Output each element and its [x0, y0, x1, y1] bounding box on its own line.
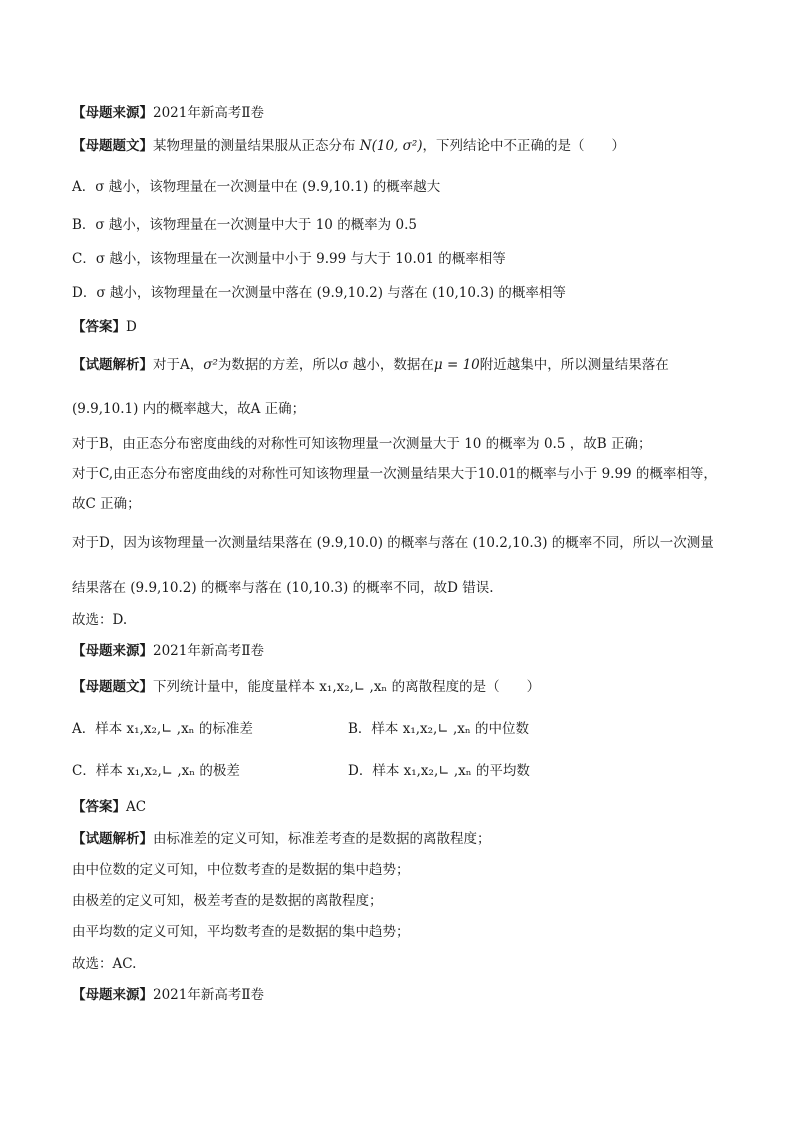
q2-choose: 故选：AC. — [72, 956, 137, 972]
q2-option-d: D．样本 x₁,x₂,∟ ,xₙ 的平均数 — [348, 763, 530, 779]
q1-source — [72, 103, 264, 123]
q1-stem-math: N(10, σ²) — [359, 138, 423, 154]
q2-answer-value: AC — [126, 799, 147, 815]
q2-stem — [72, 677, 540, 697]
q2-analysis-tag: 【试题解析】 — [72, 831, 153, 847]
q1-analysis-line-3: 对于B，由正态分布密度曲线的对称性可知该物理量一次测量大于 10 的概率为 0.5 ，故B 正确； — [72, 436, 652, 452]
q2-analysis-line-4: 由平均数的定义可知，平均数考查的是数据的集中趋势； — [72, 924, 410, 940]
q1-answer-tag: 【答案】 — [72, 319, 126, 335]
q1-stem-text-b: ，下列结论中不正确的是（ ） — [422, 138, 626, 154]
q1-stem-text-a: 某物理量的测量结果服从正态分布 — [153, 138, 356, 154]
q1-analysis-text-b: 为数据的方差，所以σ 越小，数据在 — [217, 357, 434, 373]
q1-stem-tag: 【母题题文】 — [72, 138, 153, 154]
q2-analysis-line-2: 由中位数的定义可知，中位数考查的是数据的集中趋势； — [72, 862, 410, 878]
q3-source-tag: 【母题来源】 — [72, 987, 153, 1003]
q2-source-text: 2021年新高考Ⅱ卷 — [153, 643, 265, 659]
q1-answer-value: D — [126, 319, 137, 335]
q1-analysis-math-variance: σ² — [203, 357, 218, 373]
q2-answer-tag: 【答案】 — [72, 799, 126, 815]
q2-option-c: C．样本 x₁,x₂,∟ ,xₙ 的极差 — [72, 763, 240, 779]
q2-stem-text: 下列统计量中，能度量样本 x₁,x₂,∟ ,xₙ 的离散程度的是（ ） — [153, 679, 541, 695]
q2-option-a: A．样本 x₁,x₂,∟ ,xₙ 的标准差 — [72, 721, 253, 737]
q1-choose: 故选：D. — [72, 612, 128, 628]
q1-stem — [72, 136, 625, 156]
q1-answer — [72, 317, 137, 337]
q2-option-b: B．样本 x₁,x₂,∟ ,xₙ 的中位数 — [348, 721, 529, 737]
q1-source-tag: 【母题来源】 — [72, 105, 153, 121]
q2-analysis-line-3: 由极差的定义可知，极差考查的是数据的离散程度； — [72, 893, 383, 909]
q3-source — [72, 985, 264, 1005]
q1-option-b: B．σ 越小，该物理量在一次测量中大于 10 的概率为 0.5 — [72, 217, 417, 233]
q1-option-c: C．σ 越小，该物理量在一次测量中小于 9.99 与大于 10.01 的概率相等 — [72, 251, 506, 267]
q2-source-tag: 【母题来源】 — [72, 643, 153, 659]
q1-option-d: D．σ 越小，该物理量在一次测量中落在 (9.9,10.2) 与落在 (10,10.3) 的概率相等 — [72, 285, 566, 301]
q3-source-text: 2021年新高考Ⅱ卷 — [153, 987, 265, 1003]
q1-analysis-tag: 【试题解析】 — [72, 357, 153, 373]
q1-analysis-text-c: 附近越集中，所以测量结果落在 — [479, 357, 669, 373]
q1-analysis-line-2: (9.9,10.1) 内的概率越大，故A 正确； — [72, 401, 306, 417]
q1-analysis-line-6: 对于D，因为该物理量一次测量结果落在 (9.9,10.0) 的概率与落在 (10.2,10.3) 的概率不同，所以一次测量 — [72, 535, 714, 551]
q1-analysis-line-4: 对于C,由正态分布密度曲线的对称性可知该物理量一次测量结果大于10.01的概率与小于 9.99 的概率相等， — [72, 466, 717, 482]
q2-stem-tag: 【母题题文】 — [72, 679, 153, 695]
q2-analysis-text-1: 由标准差的定义可知，标准差考查的是数据的离散程度； — [153, 831, 491, 847]
q2-answer — [72, 797, 146, 817]
q2-analysis-line-1 — [72, 829, 491, 849]
q1-analysis-line-5: 故C 正确； — [72, 496, 141, 512]
q1-source-text: 2021年新高考Ⅱ卷 — [153, 105, 265, 121]
q2-source — [72, 641, 264, 661]
q1-analysis-math-mu: μ = 10 — [433, 357, 480, 373]
q1-analysis-text-a: 对于A， — [153, 357, 204, 373]
q1-analysis-line-7: 结果落在 (9.9,10.2) 的概率与落在 (10,10.3) 的概率不同，故D 错误. — [72, 580, 494, 596]
q1-analysis-line-1 — [72, 355, 669, 375]
q1-option-a: A．σ 越小，该物理量在一次测量中在 (9.9,10.1) 的概率越大 — [72, 179, 441, 195]
